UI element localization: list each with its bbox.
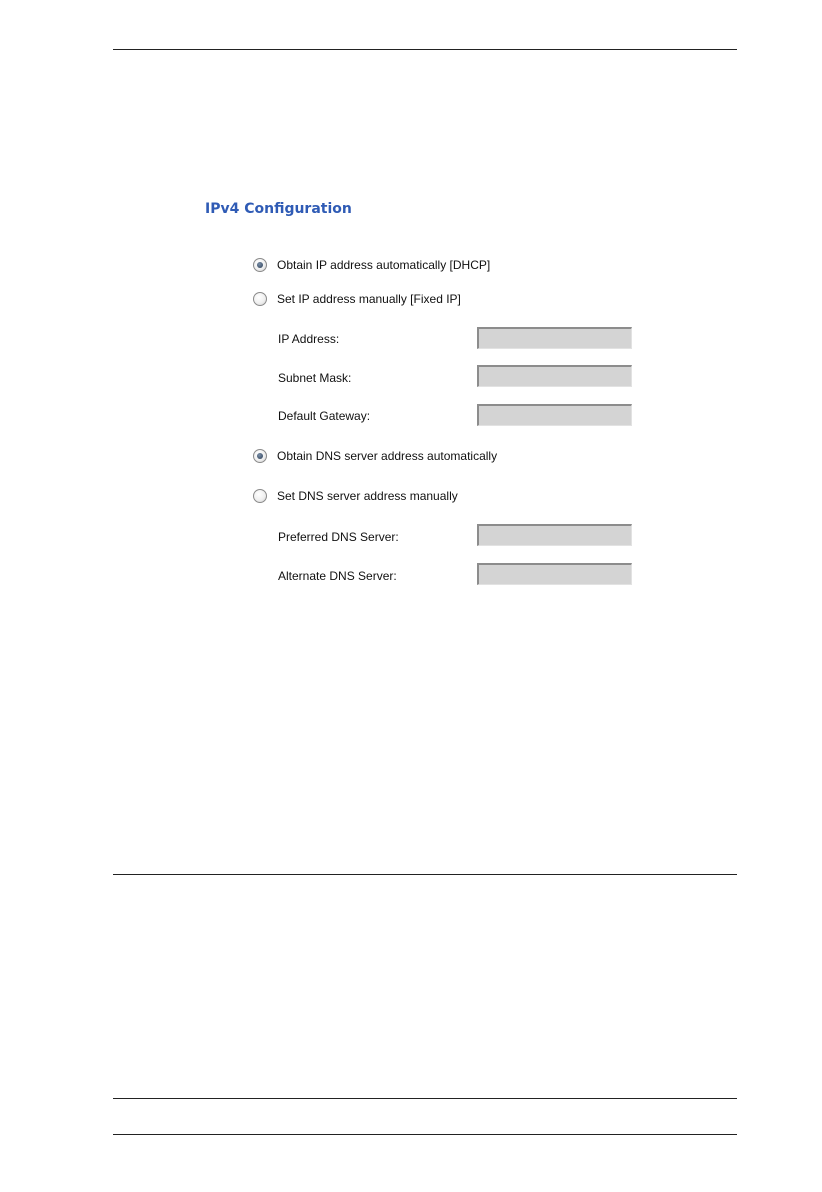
alternate-dns-server-label: Alternate DNS Server: [278, 569, 397, 583]
header-rule [113, 49, 737, 50]
ip-address-field[interactable] [477, 327, 632, 349]
obtain-dns-automatically-label: Obtain DNS server address automatically [277, 449, 498, 463]
footer-rule-lower [113, 1134, 737, 1135]
alternate-dns-server-field[interactable] [477, 563, 632, 585]
preferred-dns-server-label: Preferred DNS Server: [278, 530, 399, 544]
default-gateway-label: Default Gateway: [278, 409, 371, 423]
section-divider [113, 874, 737, 875]
section-title: IPv4 Configuration [205, 201, 352, 217]
obtain-ip-automatically-label: Obtain IP address automatically [DHCP] [277, 258, 491, 272]
obtain-dns-automatically-radio[interactable] [253, 449, 267, 463]
subnet-mask-label: Subnet Mask: [278, 371, 352, 385]
subnet-mask-field[interactable] [477, 365, 632, 387]
set-dns-manually-radio[interactable] [253, 489, 267, 503]
preferred-dns-server-field[interactable] [477, 524, 632, 546]
obtain-dns-automatically-option[interactable] [253, 447, 497, 465]
footer-rule-upper [113, 1098, 737, 1099]
ip-address-label: IP Address: [278, 332, 340, 346]
set-ip-manually-radio[interactable] [253, 292, 267, 306]
default-gateway-field[interactable] [477, 404, 632, 426]
set-dns-manually-option[interactable] [253, 487, 458, 505]
obtain-ip-automatically-radio[interactable] [253, 258, 267, 272]
set-ip-manually-label: Set IP address manually [Fixed IP] [277, 292, 461, 306]
set-ip-manually-option[interactable] [253, 290, 461, 308]
set-dns-manually-label: Set DNS server address manually [277, 489, 458, 503]
obtain-ip-automatically-option[interactable] [253, 256, 490, 274]
